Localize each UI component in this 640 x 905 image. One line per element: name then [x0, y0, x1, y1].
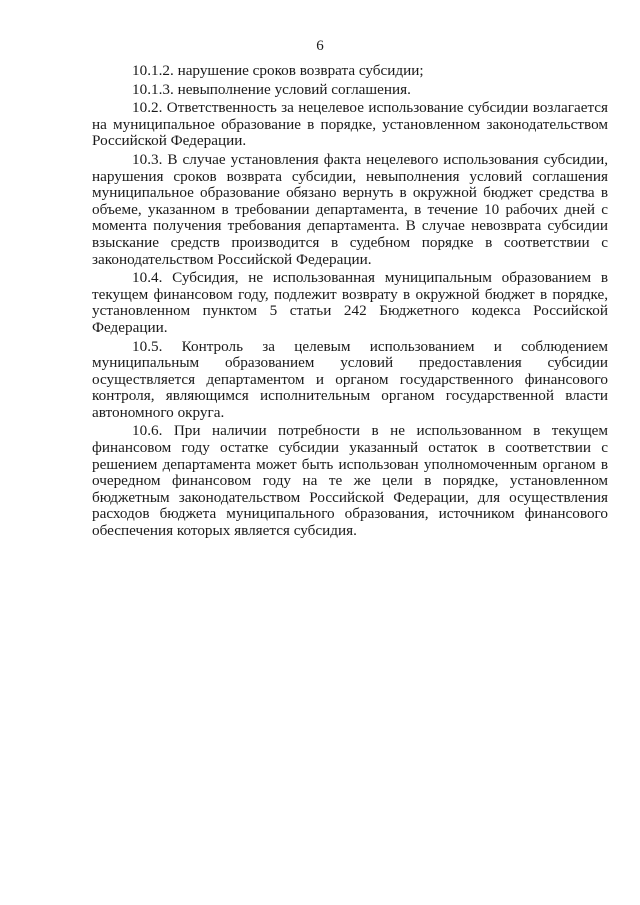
page-number: 6: [316, 38, 324, 54]
paragraph-10-1-3: 10.1.3. невыполнение условий соглашения.: [132, 80, 411, 98]
document-body: [92, 63, 608, 542]
paragraph-10-4: 10.4. Субсидия, не использованная муниципальным образованием в текущем финансовом году, подлежит возврату в окружной бюджет в порядке, установленном пунктом 5 статьи 242 Бюджетного кодекса Российской Федерации.: [92, 269, 608, 336]
paragraph-10-1-2: 10.1.2. нарушение сроков возврата субсидии;: [132, 62, 424, 79]
paragraph-10-3: 10.3. В случае установления факта нецелевого использования субсидии, нарушения сроков возврата субсидии, невыполнения условий соглашения муниципальное образование обязано вернуть в окружной бюджет средства в объеме, указанном в требовании департамента, в течение 10 рабочих дней с момента получения требования департамента. В случае невозврата субсидии взыскание средств производится в судебном порядке в соответствии с законодательством Российской Федерации.: [92, 150, 608, 268]
paragraph-10-6: 10.6. При наличии потребности в не использованном в текущем финансовом году остатке субсидии указанный остаток в соответствии с решением департамента может быть использован уполномоченным органом в очередном финансовом году на те же цели в порядке, установленном бюджетным законодательством Российской Федерации, для осуществления расходов бюджета муниципального образования, источником финансового обеспечения которых является субсидия.: [92, 422, 608, 540]
paragraph-10-2: 10.2. Ответственность за нецелевое использование субсидии возлагается на муниципальное образование в порядке, установленном законодательством Российской Федерации.: [92, 99, 608, 150]
paragraph-10-5: 10.5. Контроль за целевым использованием и соблюдением муниципальным образованием условий предоставления субсидии осуществляется департаментом и органом государственного финансового контроля, являющимся исполнительным органом государственной власти автономного округа.: [92, 337, 608, 421]
